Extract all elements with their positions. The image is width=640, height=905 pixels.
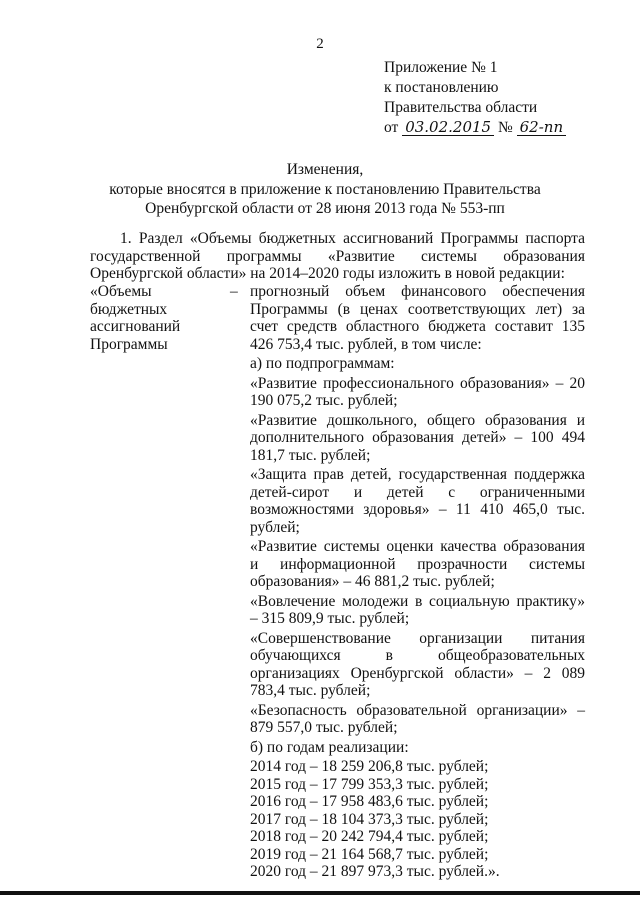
document-heading bbox=[60, 160, 590, 219]
paragraph-years-header: б) по годам реализации: bbox=[250, 738, 409, 756]
heading-line-2: которые вносятся в приложение к постановлению Правительства bbox=[109, 180, 541, 198]
page-bottom-border bbox=[0, 891, 640, 895]
paragraph-subprogram: «Защита прав детей, государственная поддержка детей-сирот и детей с ограниченными возможностями здоровья» – 11 410 465,0 тыс. рублей; bbox=[250, 466, 585, 536]
year-row: 2019 год – 21 164 568,7 тыс. рублей; bbox=[250, 845, 489, 863]
budget-details bbox=[250, 283, 585, 881]
number-prefix: № bbox=[497, 119, 513, 136]
number-value: 62-пп bbox=[519, 118, 564, 136]
year-row: 2018 год – 20 242 794,4 тыс. рублей; bbox=[250, 828, 489, 845]
paragraph-subprogram: «Вовлечение молодежи в социальную практику» – 315 809,9 тыс. рублей; bbox=[250, 592, 585, 627]
date-prefix: от bbox=[384, 119, 399, 136]
heading-line-3: Оренбургской области от 28 июня 2013 года № 553-пп bbox=[145, 200, 505, 217]
appendix-date-line bbox=[384, 118, 566, 138]
label-dash: – bbox=[230, 283, 238, 300]
appendix-title: Приложение № 1 bbox=[384, 59, 498, 76]
date-value: 03.02.2015 bbox=[405, 118, 492, 136]
paragraph-subprograms-header: а) по подпрограммам: bbox=[250, 355, 395, 372]
year-row: 2017 год – 18 104 373,3 тыс. рублей; bbox=[250, 810, 489, 828]
year-row: 2020 год – 21 897 973,3 тыс. рублей.». bbox=[250, 863, 500, 880]
date-field bbox=[402, 120, 494, 136]
number-field bbox=[517, 120, 566, 136]
appendix-authority: Правительства области bbox=[384, 99, 538, 116]
appendix-block bbox=[384, 58, 566, 138]
paragraph-subprogram: «Безопасность образовательной организации» – 879 557,0 тыс. рублей; bbox=[250, 701, 585, 736]
year-row: 2015 год – 17 799 353,3 тыс. рублей; bbox=[250, 775, 489, 793]
page-number: 2 bbox=[316, 36, 324, 52]
paragraph-total: прогнозный объем финансового обеспечения Программы (в ценах соответствующих лет) за счет средств областного бюджета составит 135 426 753,4 тыс. рублей, в том числе: bbox=[250, 283, 585, 353]
year-row: 2016 год – 17 958 483,6 тыс. рублей; bbox=[250, 793, 489, 810]
intro-paragraph: 1. Раздел «Объемы бюджетных ассигнований Программы паспорта государственной программы «Развитие системы образования Оренбургской области» на 2014–2020 годы изложить в новой редакции: bbox=[90, 230, 585, 282]
budget-label: «Объемы бюджетных ассигнований Программы bbox=[90, 283, 181, 353]
paragraph-subprogram: «Развитие дошкольного, общего образования и дополнительного образования детей» – 100 494 181,7 тыс. рублей; bbox=[250, 411, 585, 464]
paragraph-subprogram: «Совершенствование организации питания обучающихся в общеобразовательных организациях Оренбургской области» – 2 089 783,4 тыс. рублей; bbox=[250, 629, 585, 699]
paragraph-subprogram: «Развитие системы оценки качества образования и информационной прозрачности системы образования» – 46 881,2 тыс. рублей; bbox=[250, 538, 585, 590]
year-row: 2014 год – 18 259 206,8 тыс. рублей; bbox=[250, 758, 489, 775]
paragraph-subprogram: «Развитие профессионального образования» – 20 190 075,2 тыс. рублей; bbox=[250, 374, 585, 409]
heading-title: Изменения, bbox=[286, 161, 364, 178]
appendix-subtitle: к постановлению bbox=[384, 79, 499, 96]
